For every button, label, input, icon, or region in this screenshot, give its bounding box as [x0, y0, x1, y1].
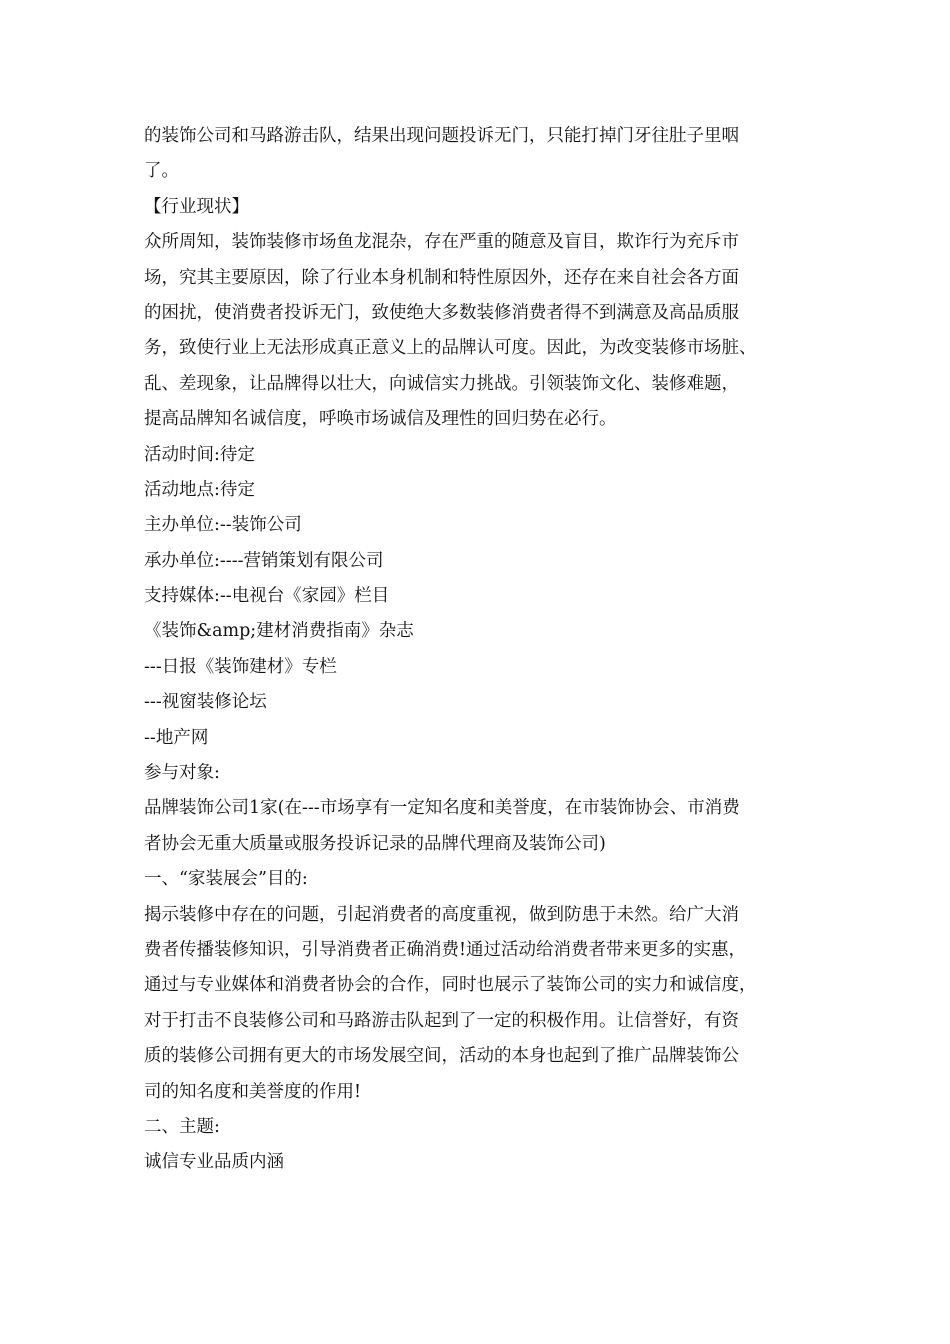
- document-body: [144, 119, 834, 1181]
- paragraph-line: 众所周知，装饰装修市场鱼龙混杂，存在严重的随意及盲目，欺诈行为充斥市: [144, 232, 739, 253]
- paragraph-line: 的困扰，使消费者投诉无门，致使绝大多数装修消费者得不到满意及高品质服: [144, 302, 739, 323]
- paragraph-line: 提高品牌知名诚信度，呼唤市场诚信及理性的回归势在必行。: [144, 409, 617, 430]
- event-location: 活动地点:待定: [144, 479, 255, 500]
- paragraph-line: 者协会无重大质量或服务投诉记录的品牌代理商及装饰公司): [144, 833, 606, 854]
- supporting-media-item: --地产网: [144, 727, 209, 748]
- paragraph-line: 的装饰公司和马路游击队，结果出现问题投诉无门，只能打掉门牙往肚子里咽: [144, 126, 739, 146]
- supporting-media-item: 《装饰&amp;建材消费指南》杂志: [144, 621, 414, 642]
- paragraph-line: 务，致使行业上无法形成真正意义上的品牌认可度。因此，为改变装修市场脏、: [144, 338, 757, 359]
- event-time: 活动时间:待定: [144, 444, 255, 465]
- paragraph-line: 场，究其主要原因，除了行业本身机制和特性原因外，还存在来自社会各方面: [144, 267, 739, 288]
- paragraph-line: 司的知名度和美誉度的作用!: [144, 1081, 362, 1102]
- paragraph-line: 质的装修公司拥有更大的市场发展空间，活动的本身也起到了推广品牌装饰公: [144, 1046, 739, 1067]
- supporting-media-item: ---视窗装修论坛: [144, 692, 267, 713]
- paragraph-line: 揭示装修中存在的问题，引起消费者的高度重视，做到防患于未然。给广大消: [144, 904, 739, 925]
- section-heading: 【行业现状】: [144, 196, 249, 217]
- participants-label: 参与对象:: [144, 763, 220, 784]
- paragraph-line: 了。: [144, 161, 179, 182]
- section-heading: 一、“家装展会”目的:: [144, 869, 308, 890]
- supporting-media: 支持媒体:--电视台《家园》栏目: [144, 586, 390, 607]
- paragraph-line: 乱、差现象，让品牌得以壮大，向诚信实力挑战。引领装饰文化、装修难题，: [144, 373, 739, 394]
- paragraph-line: 品牌装饰公司1家(在---市场享有一定知名度和美誉度，在市装饰协会、市消费: [144, 798, 740, 819]
- organizer: 主办单位:--装饰公司: [144, 515, 302, 536]
- paragraph-line: 费者传播装修知识，引导消费者正确消费!通过活动给消费者带来更多的实惠，: [144, 939, 747, 960]
- supporting-media-item: ---日报《装饰建材》专栏: [144, 656, 337, 677]
- paragraph-line: 对于打击不良装修公司和马路游击队起到了一定的积极作用。让信誉好，有资: [144, 1010, 739, 1031]
- paragraph-line: 通过与专业媒体和消费者协会的合作，同时也展示了装饰公司的实力和诚信度，: [144, 975, 757, 996]
- theme-text: 诚信专业品质内涵: [144, 1152, 284, 1173]
- section-heading: 二、主题:: [144, 1116, 220, 1137]
- co-organizer: 承办单位:----营销策划有限公司: [144, 550, 384, 571]
